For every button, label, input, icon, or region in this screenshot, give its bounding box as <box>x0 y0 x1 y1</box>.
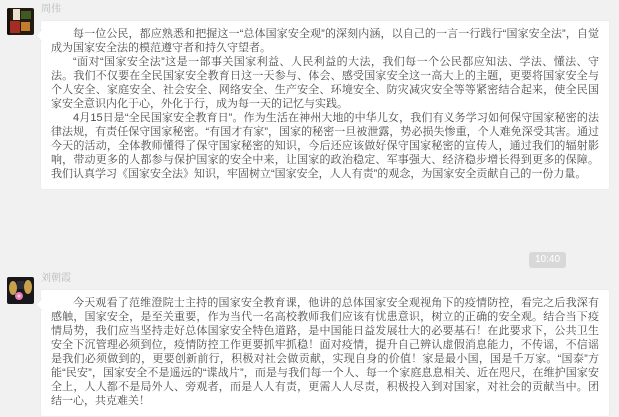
avatar-liuzhaoxia-image <box>7 277 34 304</box>
sender-name: 周伟 <box>41 4 61 15</box>
bubble-tail <box>35 298 48 311</box>
avatar-zhouwei-image <box>7 8 34 35</box>
message-paragraph: 今天观看了范维澄院士主持的国家安全教育课，他讲的总体国家安全观视角下的疫情防控，看完之后我深有感触，国家安全，是至关重要，作为当代一名高校教师我们应该有忧患意识，树立的正确的安全观。结合当下疫情局势，我们应当坚持走好总体国家安全特色道路，是中国能日益发展壮大的必要基石！在此要求下，公共卫生安全下沉管理必须到位，疫情防控工作更要抓牢抓稳！面对疫情，提升自己辨认虚假消息能力，不传谣，不信谣是我们必须做到的，更要创新前行，积极对社会做贡献，实现自身的价值！家是最小国，国是千万家。“国泰”方能“民安”，国家安全不是遥远的“谍战片”，而是与我们每一个人、每一个家庭息息相关、近在咫尺，在维护国家安全上，人人都不是局外人、旁观者，而是人人有责，更需人人尽责，积极投入到对国家，对社会的贡献当中。团结一心，共克难关！ <box>51 297 599 407</box>
time-badge: 10:40 <box>529 252 566 268</box>
avatar-liuzhaoxia[interactable] <box>7 277 34 304</box>
message-paragraph: 4月15日是“全民国家安全教育日”。作为生活在神州大地的中华儿女，我们有义务学习如何保守国家秘密的法律法规，有责任保守国家秘密。“有国才有家”，国家的秘密一旦被泄露，势必损失惨重，个人难免深受其害。通过今天的活动，全体教师懂得了保守国家秘密的知识，今后还应该做好保守国家秘密的宣传人，通过我们的辐射影响，带动更多的人都参与保护国家的安全中来，让国家的政治稳定、军事强大、经济稳步增长得到更多的保障。我们认真学习《国家安全法》知识，牢固树立“国家安全，人人有责”的观念，为国家安全贡献自己的一份力量。 <box>51 112 599 180</box>
message-bubble[interactable] <box>40 289 610 417</box>
message-paragraph: “面对“国家安全法”这是一部事关国家利益、人民利益的大法，我们每一个公民都应知法、学法、懂法、守法。我们不仅要在全民国家安全教育日这一天参与、体会、感受国家安全这一高大上的主题，更要将国家安全与个人安全、家庭安全、社会安全、网络安全、生产安全、环境安全、防灾减灾安全等等紧密结合起来，使全民国家安全意识内化于心，外化于行，成为每一天的记忆与实践。 <box>51 56 599 110</box>
sender-name: 刘朝霞 <box>41 273 71 284</box>
message-bubble[interactable] <box>40 20 610 190</box>
avatar-zhouwei[interactable] <box>7 8 34 35</box>
bubble-tail <box>35 29 48 42</box>
message-paragraph: 每一位公民，都应熟悉和把握这一“总体国家安全观”的深刻内涵，以自己的一言一行践行“国家安全法”，自觉成为国家安全法的模范遵守者和持久守望者。 <box>51 28 599 54</box>
